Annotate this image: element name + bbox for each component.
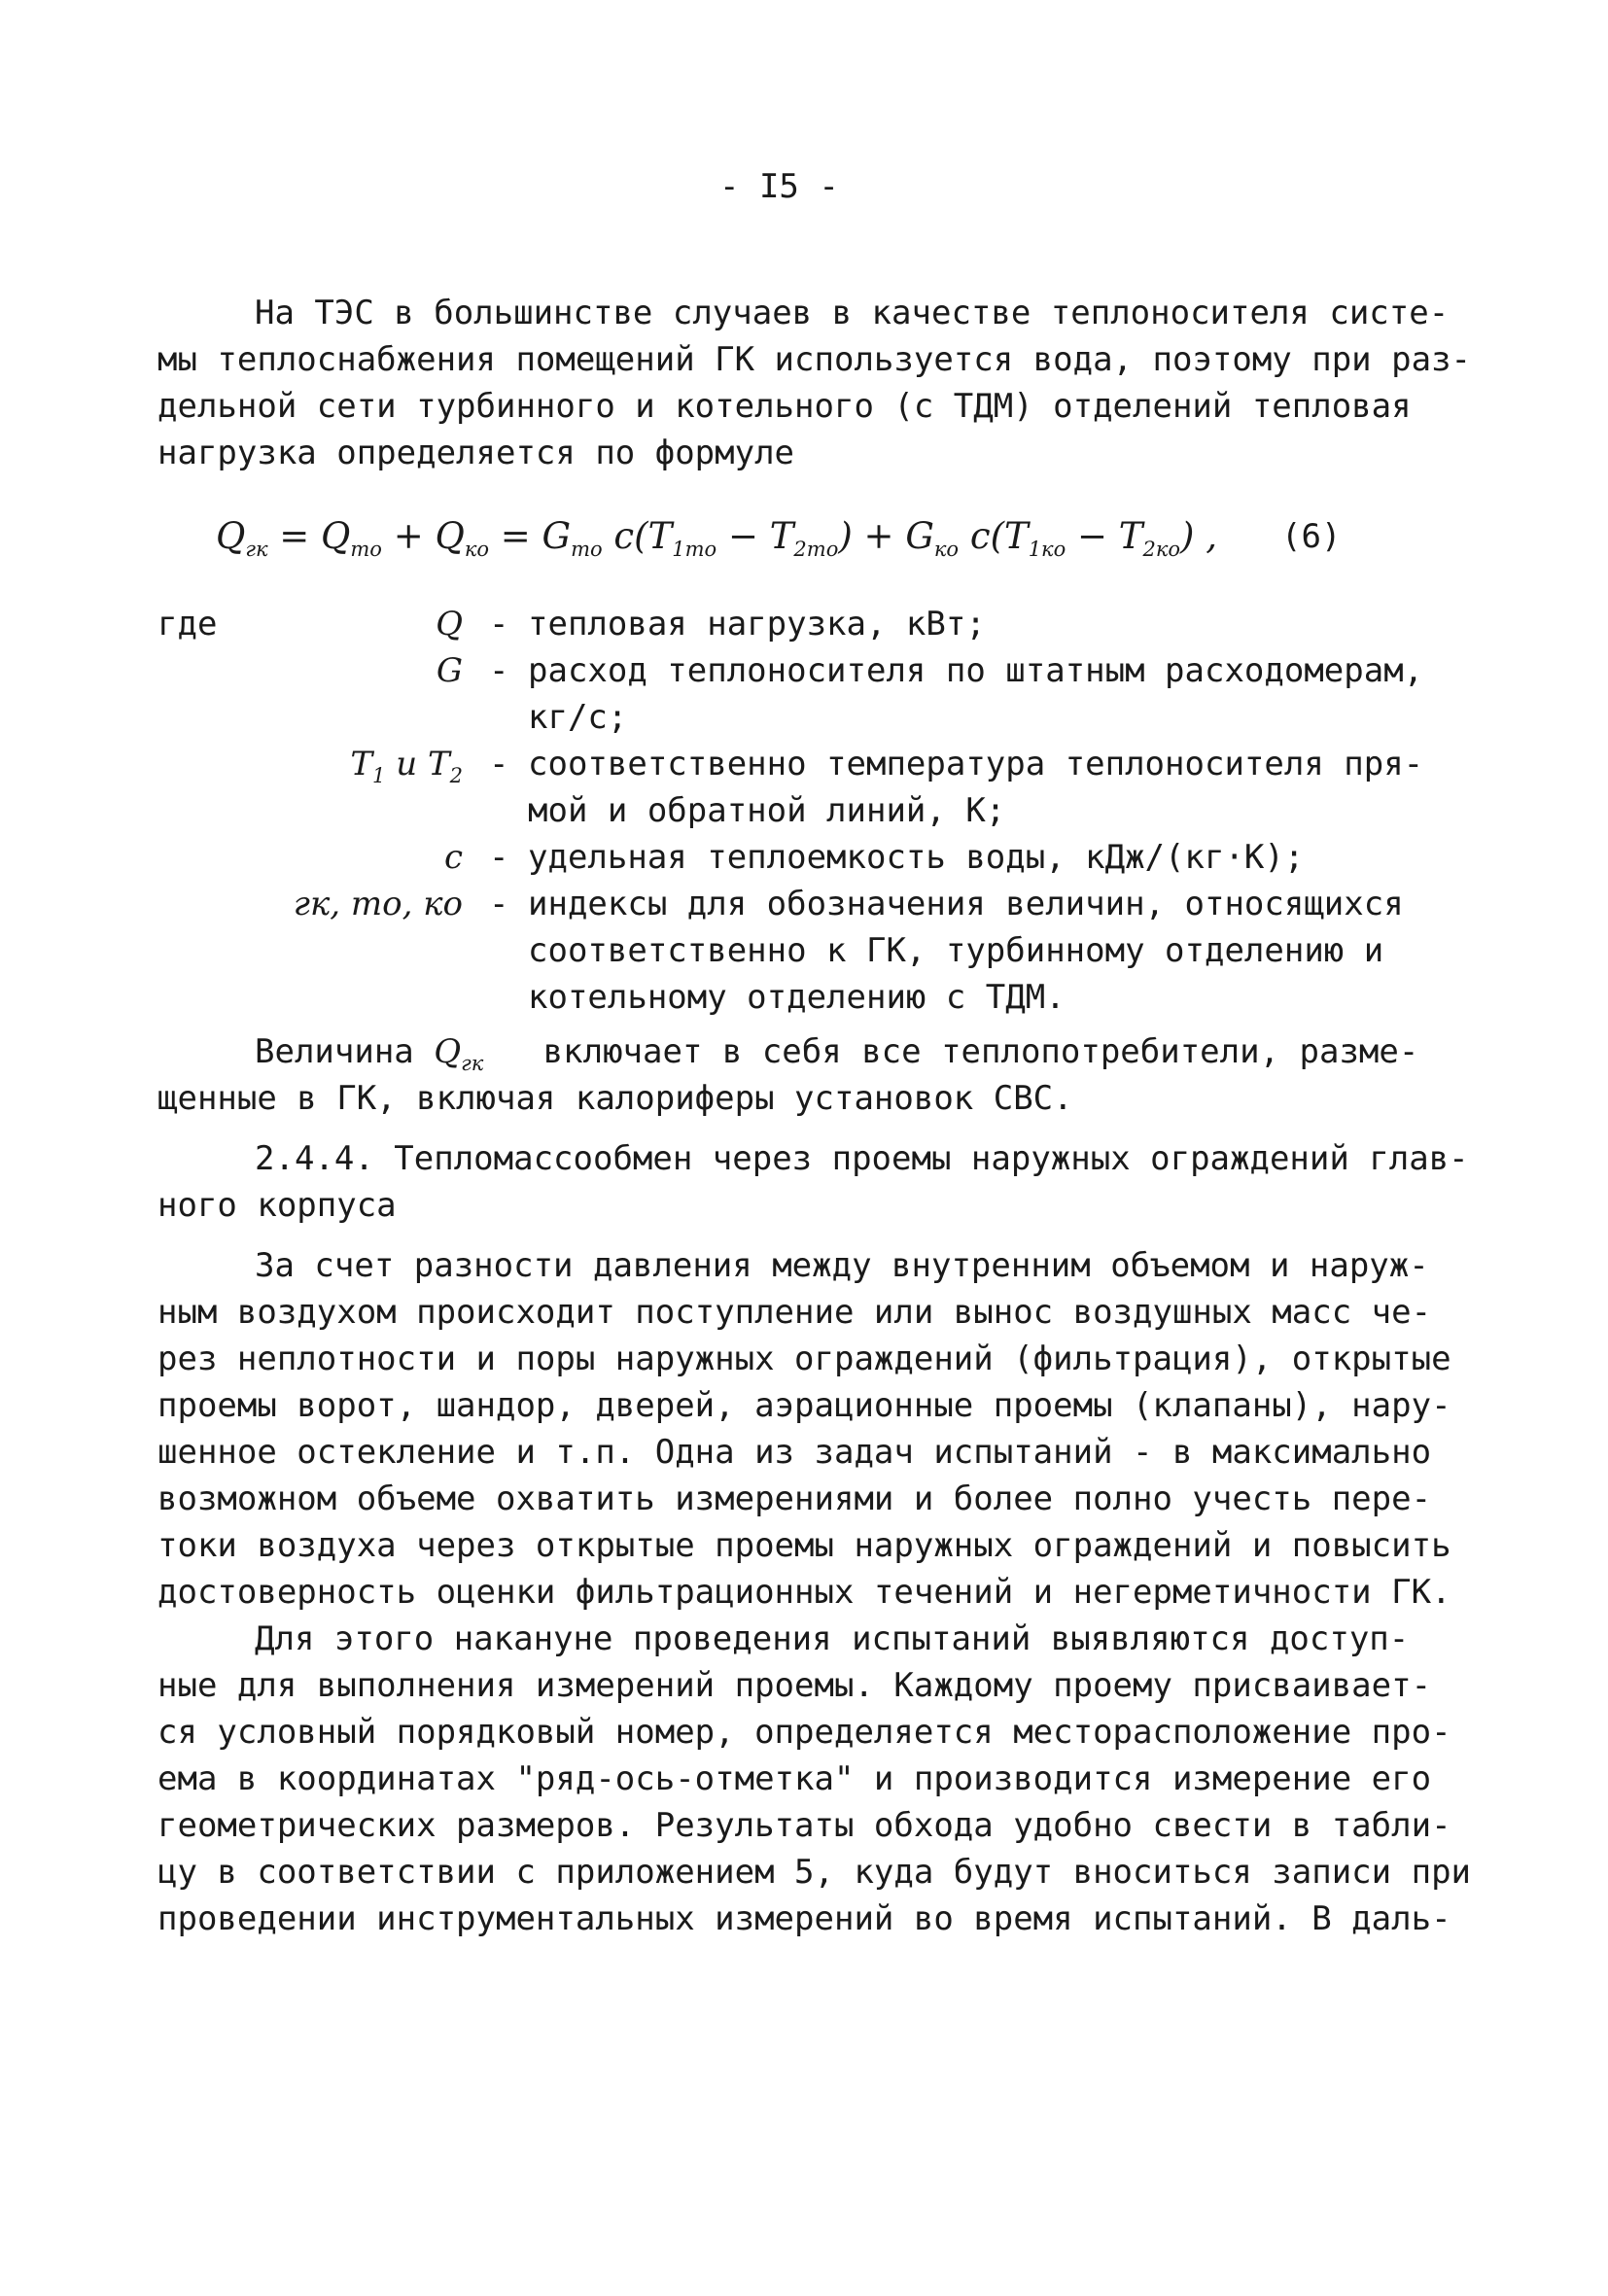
paragraph-2-line: Для этого накануне проведения испытаний выявляются доступ- — [255, 1619, 1410, 1658]
legend-desc-indices-1: индексы для обозначения величин, относящихся — [528, 885, 1404, 923]
legend-dash: - — [489, 651, 509, 690]
legend-symbol-Q: Q — [436, 605, 463, 644]
paragraph-1-line: проемы ворот, шандор, дверей, аэрационные проемы (клапаны), нару- — [157, 1386, 1451, 1425]
legend-desc-G-1: расход теплоносителя по штатным расходомерам, — [528, 651, 1424, 690]
paragraph-2-line: цу в соответствии с приложением 5, куда будут вноситься записи при — [157, 1853, 1472, 1892]
legend-symbol-indices: гк, то, ко — [293, 885, 463, 923]
paragraph-1-line: токи воздуха через открытые проемы наружных ограждений и повысить — [157, 1526, 1451, 1565]
legend-desc-indices-2: соответственно к ГК, турбинному отделению и — [528, 931, 1384, 970]
paragraph-1-line: За счет разности давления между внутренним объемом и наруж- — [255, 1246, 1429, 1285]
heat-load-formula: $Q_{гк} = Q_{то} + Q_{ко} = G_{то}$ $c(T_{1то} - T_{2то}) + G_{ко}$ $c(T_{1ко} - T_{2ко})$ , — [216, 515, 1217, 561]
paragraph-2-line: ся условный порядковый номер, определяется месторасположение про- — [157, 1713, 1451, 1752]
legend-desc-indices-3: котельному отделению с ТДМ. — [528, 978, 1066, 1017]
paragraph-1-line: шенное остекление и т.п. Одна из задач испытаний - в максимально — [157, 1433, 1432, 1472]
paragraph-1-line: ным воздухом происходит поступление или вынос воздушных масс че- — [157, 1293, 1432, 1332]
legend-symbol-G: G — [436, 651, 463, 690]
legend-dash: - — [489, 838, 509, 877]
qgk-paragraph-line-2: щенные в ГК, включая калориферы установок СВС. — [157, 1079, 1073, 1118]
legend-dash: - — [489, 745, 509, 783]
intro-line-1: На ТЭС в большинстве случаев в качестве теплоносителя систе- — [255, 294, 1450, 332]
legend-desc-c: удельная теплоемкость воды, кДж/(кг·К); — [528, 838, 1305, 877]
equation-number: (6) — [1281, 517, 1342, 556]
legend-symbol-c: c — [443, 838, 463, 877]
legend-symbol-T1-T2: $T_1$ и $T_2$ — [350, 745, 463, 787]
intro-line-2: мы теплоснабжения помещений ГК используется вода, поэтому при раз- — [157, 340, 1472, 379]
qgk-paragraph-line-1: Величина $Q_{гк}$ включает в себя все теплопотребители, разме- — [255, 1032, 1419, 1075]
legend-dash: - — [489, 605, 509, 644]
legend-desc-T-2: мой и обратной линий, К; — [528, 791, 1006, 830]
legend-desc-T-1: соответственно температура теплоносителя пря- — [528, 745, 1424, 783]
intro-line-4: нагрузка определяется по формуле — [157, 434, 795, 472]
legend-desc-Q: тепловая нагрузка, кВт; — [528, 605, 986, 644]
paragraph-2-line: геометрических размеров. Результаты обхода удобно свести в табли- — [157, 1806, 1451, 1845]
paragraph-1-line: возможном объеме охватить измерениями и более полно учесть пере- — [157, 1479, 1432, 1518]
paragraph-2-line: проведении инструментальных измерений во время испытаний. В даль- — [157, 1899, 1451, 1938]
paragraph-2-line: ные для выполнения измерений проемы. Каждому проему присваивает- — [157, 1666, 1432, 1705]
legend-dash: - — [489, 885, 509, 923]
paragraph-1-line: достоверность оценки фильтрационных течений и негерметичности ГК. — [157, 1573, 1451, 1612]
page-number: - I5 - — [719, 167, 839, 206]
section-heading-line-2: ного корпуса — [157, 1186, 397, 1225]
paragraph-1-line: рез неплотности и поры наружных ограждений (фильтрация), открытые — [157, 1339, 1451, 1378]
paragraph-2-line: ема в координатах "ряд-ось-отметка" и производится измерение его — [157, 1759, 1432, 1798]
legend-desc-G-2: кг/с; — [528, 698, 628, 737]
intro-line-3: дельной сети турбинного и котельного (с ТДМ) отделений тепловая — [157, 387, 1412, 426]
where-label: где — [157, 605, 218, 644]
section-heading-line-1: 2.4.4. Тепломассообмен через проемы наружных ограждений глав- — [255, 1139, 1469, 1178]
